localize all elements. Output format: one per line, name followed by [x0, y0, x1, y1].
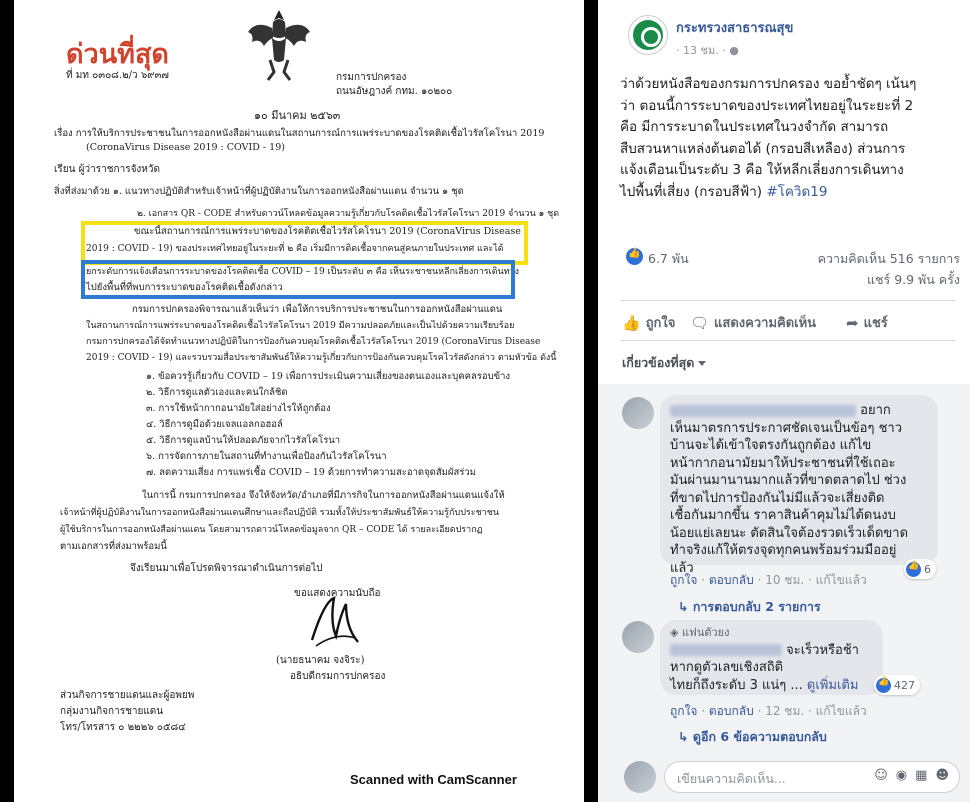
closing: ขอแสดงความนับถือ — [294, 588, 381, 599]
like-button-label: ถูกใจ — [645, 316, 676, 331]
comment-reactions[interactable] — [904, 559, 936, 579]
para2-line-1: กรมการปกครองพิจารณาแล้วเห็นว่า เพื่อให้การบริการประชาชนในการออกหนังสือผ่านแดน — [132, 304, 503, 315]
salutation: เรียน ผู้ว่าราชการจังหวัด — [54, 164, 161, 175]
post-actions — [620, 310, 956, 336]
comment-time[interactable]: 12 ชม. — [765, 704, 805, 718]
para1-line-4: ไปยังพื้นที่ที่พบการระบาดของโรคติดเชื้อดังกล่าว — [86, 282, 283, 293]
garuda-emblem-icon — [246, 6, 312, 84]
share-icon: ➦ — [846, 313, 859, 332]
footer-line-3: โทร/โทรสาร ๐ ๒๒๒๖ ๐๕๘๔ — [60, 722, 186, 733]
share-count[interactable]: แชร์ 9.9 พัน ครั้ง — [866, 272, 960, 287]
view-replies-link[interactable] — [678, 597, 821, 617]
list-item: ๕. วิธีการดูแลบ้านให้ปลอดภัยจากไวรัสโคโรนา — [146, 435, 341, 446]
closing-request: จึงเรียนมาเพื่อโปรดพิจารณาดำเนินการต่อไป — [130, 563, 323, 574]
comment-reactions[interactable] — [874, 675, 920, 695]
issuer: กรมการปกครอง — [336, 72, 407, 83]
composer-tools — [874, 768, 949, 783]
scanned-letter — [14, 0, 584, 802]
para1-line-3: ยกระดับการแจ้งเตือนการระบาดของโรคติดเชื้อ COVID – 19 เป็นระดับ ๓ คือ เห็นระชาชนหลีกเลี่ยงการเดินทาง — [86, 267, 520, 277]
signature — [306, 592, 364, 650]
post-text-line: ว่า ตอนนี้การระบาดของประเทศไทยอยู่ในระยะที่ 2 — [620, 97, 914, 114]
sort-label: เกี่ยวข้องที่สุด — [622, 355, 695, 370]
like-button[interactable] — [622, 312, 675, 333]
view-more-replies-label: ดูอีก 6 ข้อความตอบกลับ — [692, 729, 827, 744]
caret-down-icon — [698, 361, 706, 366]
like-reaction-icon — [626, 248, 643, 265]
comment-line: เห็นมาตรการประกาศชัดเจนเป็นข้อๆ ชาว — [670, 420, 903, 436]
comment-line: แล้ว — [670, 560, 694, 576]
comment-line: ทำจริงแก้ให้ตรงจุดทุกคนพร้อมร่วมมืออยู่ — [670, 543, 897, 558]
thumbs-up-icon: 👍 — [622, 313, 641, 332]
comment-button[interactable] — [690, 312, 816, 333]
top-fan-badge — [670, 624, 873, 642]
commenter-name[interactable] — [670, 405, 856, 417]
comment-text: ไทยก็ถึงระดับ 3 แน่ๆ ... — [670, 677, 807, 693]
camscanner-watermark: Scanned with CamScanner — [350, 772, 517, 787]
attachment-1: สิ่งที่ส่งมาด้วย ๑. แนวทางปฏิบัติสำหรับเจ้าหน้าที่ผู้ปฏิบัติงานในการออกหนังสือผ่านแดน จำนวน ๑ ชุด — [54, 186, 464, 197]
comment-line — [670, 642, 873, 660]
post-text-line: แจ้งเตือนเป็นระดับ 3 คือ ให้หลีกเลี่ยงการเดินทาง — [620, 162, 904, 179]
footer-line-2: กลุ่มงานกิจการชายแดน — [60, 706, 164, 717]
comment-line: น้อยแย่เลยนะ ตัดสินใจต้องรวดเร็วเด็ดขาด — [670, 525, 909, 541]
like-reaction-icon — [876, 678, 891, 693]
hashtag-link[interactable]: #โควิด19 — [766, 183, 828, 200]
para1-line-2: 2019 : COVID - 19) ของประเทศไทยอยู่ในระยะที่ ๒ คือ เริ่มมีการติดเชื้อจากคนสู่คนภายในประเทศ และได้ — [86, 244, 504, 254]
issuer-address: ถนนอัษฎางค์ กทม. ๑๐๒๐๐ — [336, 86, 453, 97]
post-header — [628, 15, 970, 61]
sticker-icon[interactable]: ☻ — [935, 768, 949, 783]
globe-icon: ● — [729, 44, 739, 57]
comment-line: บ้านจะได้เข้าใจตรงกันถูกต้อง แก้ไข — [670, 438, 872, 453]
reaction-count: 6 — [924, 562, 931, 576]
post-text-line — [620, 182, 958, 204]
urgent-stamp: ด่วนที่สุด — [66, 39, 169, 70]
post-time[interactable]: · 13 ชม. · — [676, 44, 726, 57]
post-text-line: คือ มีการระบาดในประเทศในวงจำกัด สามารถ — [620, 119, 889, 136]
list-item: ๖. การจัดการภายในสถานที่ทำงานเพื่อป้องกันไวรัสโคโรนา — [146, 451, 387, 462]
comment-line — [670, 677, 873, 695]
emoji-icon[interactable]: ☺ — [874, 768, 888, 783]
avatar[interactable] — [624, 761, 656, 793]
diamond-icon: ◈ — [670, 626, 679, 639]
moph-logo-icon — [633, 20, 663, 50]
avatar[interactable] — [622, 621, 654, 653]
reply-arrow-icon: ↳ — [678, 729, 689, 744]
comment-edited: แก้ไขแล้ว — [815, 573, 867, 587]
list-item: ๔. วิธีการดูมือด้วยเจลแอลกอฮอล์ — [146, 419, 283, 430]
comment-text: จะเร็วหรือช้า — [786, 642, 859, 658]
list-item: ๗. ลดความเสี่ยง การแพร่เชื้อ COVID – 19 ด้วยการทำความสะอาดจุดสัมผัสร่วม — [146, 467, 476, 478]
para3-line-2: เจ้าหน้าที่ผู้ปฏิบัติงานในการออกหนังสือผ่านแดนศึกษาและถือปฏิบัติ รวมทั้งให้ประชาสัมพันธ์ให้ความรู้กับประชาชน — [60, 508, 499, 518]
list-item: ๓. การใช้หน้ากากอนามัยใส่อย่างไรให้ถูกต้อง — [146, 403, 331, 414]
para3-line-1: ในการนี้ กรมการปกครอง จึงให้จังหวัด/อำเภอที่มีภารกิจในการออกหนังสือผ่านแดนแจ้งให้ — [142, 490, 505, 501]
comment-line: หน้ากากอนามัยมาให้ประชาชนที่ใช้เถอะ — [670, 455, 896, 471]
commenter-name[interactable] — [670, 644, 782, 656]
share-button-label: แชร์ — [863, 316, 888, 331]
list-item: ๑. ข้อควรรู้เกี่ยวกับ COVID – 19 เพื่อการประเมินความเสี่ยงของตนเองและบุคคลรอบข้าง — [146, 371, 511, 382]
comment-input-placeholder: เขียนความคิดเห็น... — [677, 771, 786, 786]
comment-bubble — [660, 395, 938, 576]
comment-line: มันผ่านมานานมากแล้วที่ขาดตลาดไป ช่วง — [670, 473, 907, 488]
reaction-count: 427 — [894, 678, 915, 692]
comment-reply-link[interactable]: ตอบกลับ — [708, 704, 754, 718]
top-fan-label: แฟนตัวยง — [681, 626, 730, 639]
post-text-line: สืบสวนหาแหล่งต้นตอได้ (กรอบสีเหลือง) ส่วนการ — [620, 140, 906, 157]
comment-edited: แก้ไขแล้ว — [815, 704, 867, 718]
divider — [620, 300, 956, 301]
comment-bubble — [660, 620, 883, 695]
reply-arrow-icon: ↳ — [678, 599, 689, 614]
signer-title: อธิบดีกรมการปกครอง — [290, 671, 386, 682]
comment-reply-link[interactable]: ตอบกลับ — [708, 573, 754, 587]
page-avatar[interactable] — [628, 15, 668, 55]
divider — [620, 340, 956, 341]
para2-line-2: ในสถานการณ์การแพร่ระบาดของโรคติดเชื้อไวรัสโคโรนา 2019 มีความปลอดภัยและเป็นไปด้วยความเรียบร้อย — [86, 321, 515, 331]
para1-line-1: ขณะนี้สถานการณ์การแพร่ระบาดของโรคติดเชื้อไวรัสโคโรนา 2019 (CoronaVirus Disease — [134, 226, 521, 237]
comment-line: หากดูตัวเลขเชิงสถิติ — [670, 660, 784, 675]
letter-date: ๑๐ มีนาคม ๒๕๖๓ — [254, 109, 341, 122]
gif-icon[interactable]: ▦ — [915, 768, 928, 783]
para2-line-4: 2019 : COVID - 19) และรวบรวมสื่อประชาสัมพันธ์ให้ความรู้เกี่ยวกับการป้องกันควบคุมโรคไวรัสดังกล่าว ตามหัวข้อ ดังนี้ — [86, 353, 557, 363]
para3-line-4: ตามเอกสารที่ส่งมาพร้อมนี้ — [60, 541, 167, 552]
comment-line: ที่ขาดไปการป้องกันไม่มีแล้วจะเสี่ยงติด — [670, 490, 885, 506]
post-text-line: ว่าด้วยหนังสือของกรมการปกครอง ขอย้ำชัดๆ เน้นๆ — [620, 76, 917, 92]
comment-text: อยาก — [860, 403, 891, 418]
avatar[interactable] — [622, 397, 654, 429]
para3-line-3: ผู้ใช้บริการในการออกหนังสือผ่านแดน โดยสามารถดาวน์โหลดข้อมูลจาก QR – CODE ได้ รายละเอียดปรากฏ — [60, 525, 483, 535]
page-name-link[interactable]: กระทรวงสาธารณสุข — [676, 21, 794, 36]
view-replies-label: การตอบกลับ 2 รายการ — [692, 599, 821, 614]
comment-meta: ถูกใจ · ตอบกลับ · 10 ชม. · แก้ไขแล้ว — [670, 573, 867, 587]
yellow-highlight-box — [81, 221, 528, 265]
share-button[interactable] — [846, 312, 888, 333]
post-text-last: ไปพื้นที่เสี่ยง (กรอบสีฟ้า) — [620, 183, 767, 200]
attachment-2: ๒. เอกสาร QR - CODE สำหรับดาวน์โหลดข้อมูลความรู้เกี่ยวกับโรคติดเชื้อไวรัสโคโรนา 2019 จำนวน ๑ ชุด — [137, 209, 560, 219]
para2-line-3: กรมการปกครองได้จัดทำแนวทางปฏิบัติในการป้องกันควบคุมโรคติดเชื้อไวรัสโคโรนา 2019 (CoronaVirus Disease — [86, 337, 541, 347]
footer-line-1: ส่วนกิจการชายแดนและผู้อพยพ — [60, 690, 195, 701]
like-count[interactable]: 6.7 พัน — [648, 251, 689, 266]
list-item: ๒. วิธีการดูแลตัวเองและคนใกล้ชิด — [146, 387, 288, 398]
subject-line-2: (CoronaVirus Disease 2019 : COVID - 19) — [86, 142, 285, 153]
comment-icon: 🗨 — [690, 313, 710, 332]
comment-like-link[interactable]: ถูกใจ — [670, 573, 698, 587]
comment-sort-dropdown[interactable] — [622, 353, 706, 373]
facebook-post-panel — [598, 0, 970, 802]
ref-number: ที่ มท ๐๓๐๘.๒/ว ๖๙๓๗ — [66, 70, 169, 81]
post-meta — [676, 41, 739, 59]
comment-meta: ถูกใจ · ตอบกลับ · 12 ชม. · แก้ไขแล้ว — [670, 704, 867, 718]
camera-icon[interactable]: ◉ — [895, 768, 908, 783]
like-reaction-icon — [906, 562, 921, 577]
comment-input[interactable] — [664, 761, 960, 793]
view-more-replies-link[interactable] — [678, 727, 827, 747]
signer-name: (นายธนาคม จงจิระ) — [276, 655, 365, 666]
comment-like-link[interactable]: ถูกใจ — [670, 704, 698, 718]
comment-line — [670, 402, 928, 420]
comment-button-label: แสดงความคิดเห็น — [714, 316, 817, 331]
comment-time[interactable]: 10 ชม. — [765, 573, 805, 587]
see-more-link[interactable]: ดูเพิ่มเติม — [806, 677, 859, 693]
post-text — [620, 74, 958, 204]
post-stats — [626, 248, 960, 288]
subject-line-1: เรื่อง การให้บริการประชาชนในการออกหนังสือผ่านแดนในสถานการณ์การแพร่ระบาดของโรคติดเชื้อไวรัสโคโรนา 2019 — [54, 128, 545, 139]
blue-highlight-box — [81, 260, 515, 299]
comment-line: เชื้อกันมากขึ้น ราคาสินค้าคุมไม่ได้ดนงบ — [670, 508, 896, 523]
comment-count[interactable]: ความคิดเห็น 516 รายการ — [817, 251, 960, 266]
